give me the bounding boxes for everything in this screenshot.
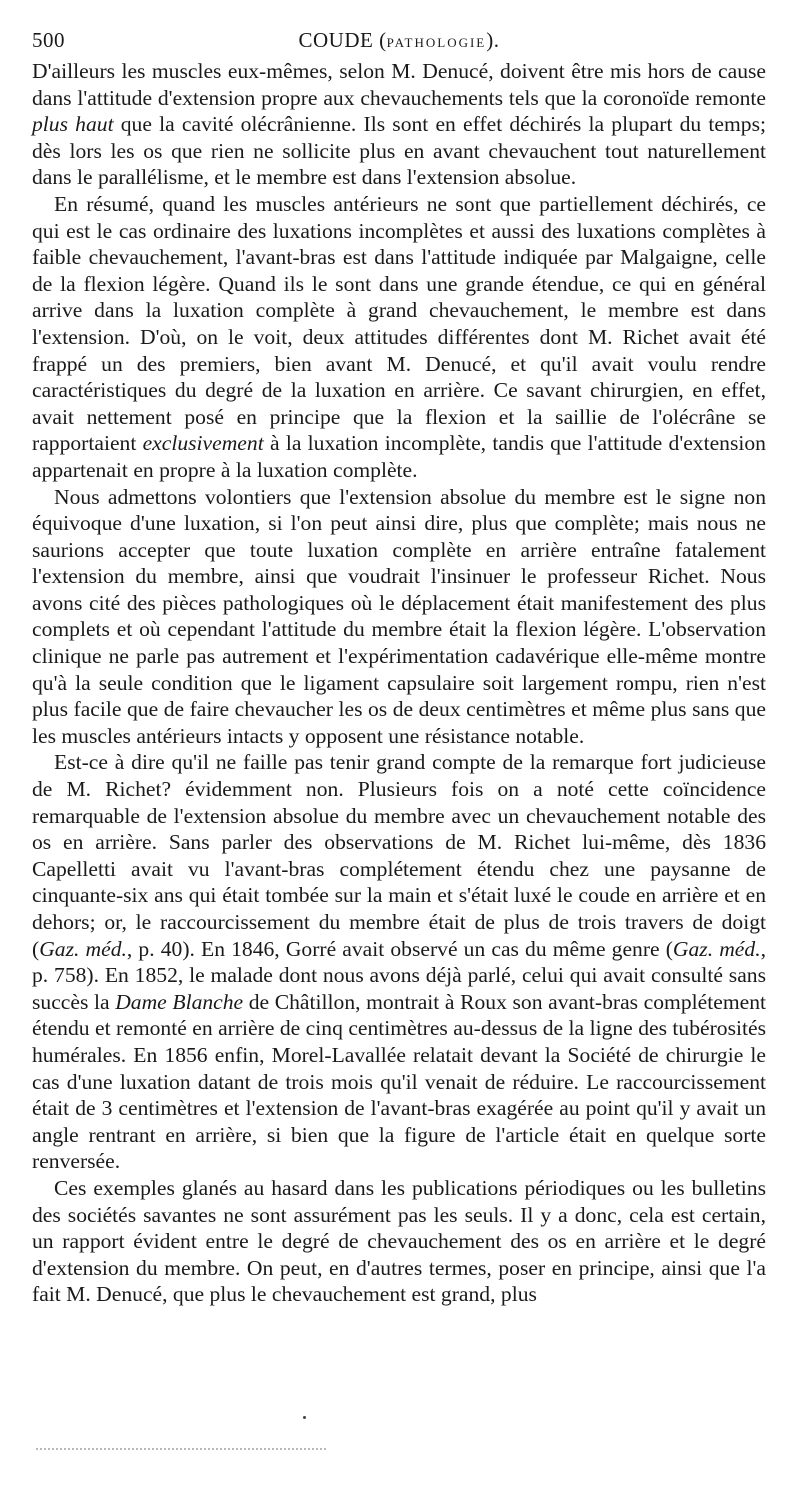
paragraph-5-text: Ces exemples glanés au hasard dans les publications périodiques ou les bulletins des sociétés savantes ne sont assurément pas les seuls. Il y a donc, cela est certain, un rapport évident entre le degré de chevauchement des os en arrière et le degré d'extension du membre. On peut, en d'autres termes, poser en principe, ainsi que l'a fait M. Denucé, que plus le chevauchement est grand, plus xyxy=(32,1175,766,1307)
paragraph-1 xyxy=(32,58,766,191)
paragraph-2-emphasis: exclusivement xyxy=(142,431,264,456)
running-title-main: COUDE ( xyxy=(298,28,387,52)
paragraph-2-text-b: à la luxation incomplète, tandis que l'attitude d'extension appartenait en propre à la luxation complète. xyxy=(32,431,766,482)
paragraph-1-text-a: D'ailleurs les muscles eux-mêmes, selon M. Denucé, doivent être mis hors de cause dans l'attitude d'extension propre aux chevauchements tels que la coronoïde remonte xyxy=(32,59,766,110)
running-title xyxy=(32,28,766,53)
running-header xyxy=(32,28,766,58)
paragraph-5 xyxy=(32,1175,766,1308)
running-title-subject: PATHOLOGIE xyxy=(386,35,487,50)
body-text xyxy=(32,58,766,1308)
paragraph-1-emphasis: plus haut xyxy=(32,112,114,137)
paragraph-3-text: Nous admettons volontiers que l'extension absolue du membre est le signe non équivoque d'une luxation, si l'on peut ainsi dire, plus que complète; mais nous ne saurions accepter que toute luxation complète en arrière entraîne fatalement l'extension du membre, ainsi que voudrait l'insinuer le professeur Richet. Nous avons cité des pièces pathologiques où le déplacement était manifestement des plus complets et où cependant l'attitude du membre était la flexion légère. L'observation clinique ne parle pas autrement et l'expérimentation cadavérique elle-même montre qu'à la seule condition que le ligament capsulaire soit largement rompu, rien n'est plus facile que de faire chevaucher les os de deux centimètres et même plus sans que les muscles antérieurs intacts y opposent une résistance notable. xyxy=(32,484,766,748)
paragraph-4 xyxy=(32,749,766,1175)
paragraph-4-text-a: Est-ce à dire qu'il ne faille pas tenir grand compte de la remarque fort judicieuse de M. Richet? évidemment non. Plusieurs fois on a noté cette coïncidence remarquable de l'extension absolue du membre avec un chevauchement notable des os en arrière. Sans parler des observations de M. Richet lui-même, dès 1836 Capelletti avait vu l'avant-bras complétement étendu chez une paysanne de cinquante-six ans qui était tombée sur la main et s'était luxé le coude en arrière et en dehors; or, le raccourcissement du membre était de plus de trois travers de doigt ( xyxy=(32,750,766,961)
print-speck xyxy=(303,1416,306,1419)
paragraph-4-text-c: , p. 758). En 1852, le malade dont nous avons déjà parlé, celui qui avait consulté sans succès la xyxy=(32,936,766,1014)
paragraph-2 xyxy=(32,191,766,484)
running-title-end: ). xyxy=(486,28,500,52)
dame-blanche-emphasis: Dame Blanche xyxy=(115,989,244,1014)
citation-gaz-med-1: Gaz. méd. xyxy=(39,936,127,961)
citation-gaz-med-2: Gaz. méd. xyxy=(672,936,761,961)
paragraph-2-text-a: En résumé, quand les muscles antérieurs ne sont que partiellement déchirés, ce qui est le cas ordinaire des luxations incomplètes et aussi des luxations complètes à faible chevauchement, l'avant-bras est dans l'attitude indiquée par Malgaigne, celle de la flexion légère. Quand ils le sont dans une grande étendue, ce qui en général arrive dans la luxation complète à grand chevauchement, le membre est dans l'extension. D'où, on le voit, deux attitudes différentes dont M. Richet avait été frappé un des premiers, bien avant M. Denucé, et qu'il avait voulu rendre caractéristiques du degré de la luxation en arrière. Ce savant chirurgien, en effet, avait nettement posé en principe que la flexion et la saillie de l'olécrâne se rapportaient xyxy=(32,191,766,456)
paragraph-3 xyxy=(32,484,766,750)
book-page xyxy=(32,28,766,1308)
page-number: 500 xyxy=(32,28,65,52)
paragraph-4-text-b: , p. 40). En 1846, Gorré avait observé un cas du même genre ( xyxy=(126,936,673,961)
footer-dotted-rule xyxy=(36,1448,326,1450)
paragraph-1-text-b: que la cavité olécrânienne. Ils sont en effet déchirés la plupart du temps; dès lors les os que rien ne sollicite plus en avant chevauchent tout naturellement dans le parallélisme, et le membre est dans l'extension absolue. xyxy=(32,112,766,190)
paragraph-4-text-d: de Châtillon, montrait à Roux son avant-bras complétement étendu et remonté en arrière de cinq centimètres au-dessus de la ligne des tubérosités humérales. En 1856 enfin, Morel-Lavallée relatait devant la Société de chirurgie le cas d'une luxation datant de trois mois qu'il venait de réduire. Le raccourcissement était de 3 centimètres et l'extension de l'avant-bras exagérée au point qu'il y avait un angle rentrant en arrière, si bien que la figure de l'article était en quelque sorte renversée. xyxy=(32,989,766,1174)
